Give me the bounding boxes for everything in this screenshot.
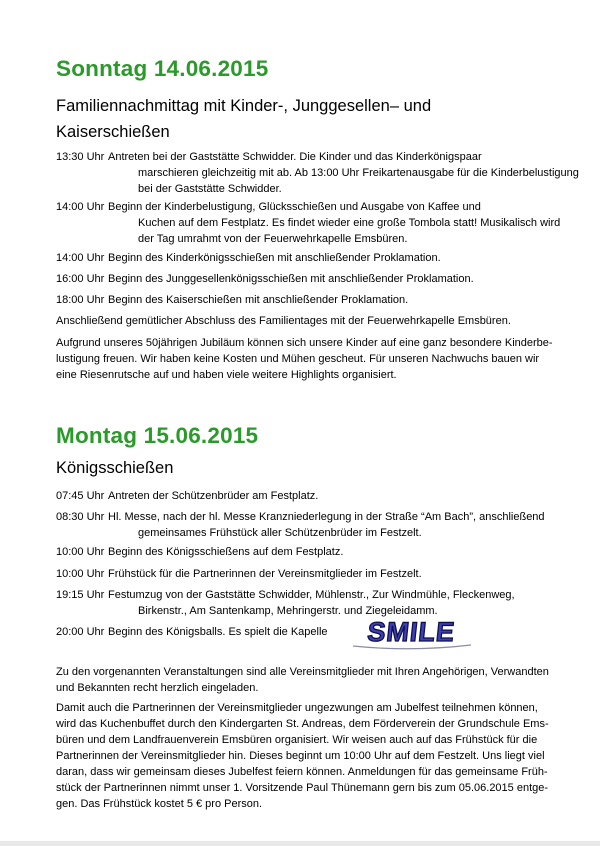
schedule-description <box>108 488 318 504</box>
schedule-time: 13:30 Uhr <box>56 151 105 163</box>
schedule-description <box>108 199 560 247</box>
monday-heading: Montag 15.06.2015 <box>56 423 259 448</box>
schedule-line: Kuchen auf dem Festplatz. Es findet wieder eine große Tombola statt! Musikalisch wird <box>138 217 561 229</box>
schedule-line: Frühstück für die Partnerinnen der Vereinsmitglieder im Festzelt. <box>108 568 422 580</box>
schedule-description <box>108 544 343 560</box>
schedule-line: Hl. Messe, nach der hl. Messe Kranzniederlegung in der Straße “Am Bach”, anschließend <box>108 511 545 523</box>
paragraph-line: Zu den vorgenannten Veranstaltungen sind alle Vereinsmitglieder mit Ihren Angehörigen, Verwandten <box>56 666 549 678</box>
schedule-line: marschieren gleichzeitig mit ab. Ab 13:00 Uhr Freikartenausgabe für die Kinderbelustigung <box>138 167 579 179</box>
schedule-line: Birkenstr., Am Santenkamp, Mehringerstr. und Ziegeleidamm. <box>138 605 438 617</box>
schedule-time: 16:00 Uhr <box>56 273 105 285</box>
schedule-time: 20:00 Uhr <box>56 626 105 638</box>
paragraph-line: daran, dass wir gemeinsam dieses Jubelfest feiern können. Anmeldungen für das gemeinsame Früh- <box>56 766 548 778</box>
schedule-line: Beginn der Kinderbelustigung, Glücksschießen und Ausgabe von Kaffee und <box>108 201 481 213</box>
paragraph-line: wird das Kuchenbuffet durch den Kindergarten St. Andreas, dem Förderverein der Grundschule Ems- <box>56 718 549 730</box>
schedule-line: gemeinsames Frühstück aller Schützenbrüder im Festzelt. <box>138 527 422 539</box>
paragraph-line: büren und dem Landfrauenverein Emsbüren organisiert. Wir weisen auch auf das Frühstück für die <box>56 734 538 746</box>
schedule-line: Festumzug von der Gaststätte Schwidder, Mühlenstr., Zur Windmühle, Fleckenweg, <box>108 589 515 601</box>
schedule-description <box>108 509 545 541</box>
invitation-paragraph <box>56 664 551 696</box>
paragraph-line: gen. Das Frühstück kostet 5 € pro Person. <box>56 798 263 810</box>
band-logo <box>351 616 475 650</box>
schedule-description <box>108 292 408 308</box>
schedule-line: Beginn des Junggesellenkönigsschießen mit anschließender Proklamation. <box>108 273 474 285</box>
paragraph-line: lustigung freuen. Wir haben keine Kosten und Mühen gescheut. Für unseren Nachwuchs bauen wir <box>56 353 540 365</box>
sunday-subheading <box>56 93 431 145</box>
sunday-subheading-line: Kaiserschießen <box>56 123 170 141</box>
schedule-time: 18:00 Uhr <box>56 294 105 306</box>
schedule-line: Beginn des Kinderkönigsschießen mit anschließender Proklamation. <box>108 252 441 264</box>
schedule-line: Antreten bei der Gaststätte Schwidder. Die Kinder und das Kinderkönigspaar <box>108 151 482 163</box>
schedule-line: der Tag umrahmt von der Feuerwehrkapelle Emsbüren. <box>138 233 408 245</box>
page-bottom-border <box>0 841 600 846</box>
schedule-description <box>108 566 422 582</box>
paragraph-line: und Bekannten recht herzlich eingeladen. <box>56 682 259 694</box>
schedule-line: Beginn des Königsschießens auf dem Festplatz. <box>108 546 344 558</box>
schedule-time: 08:30 Uhr <box>56 511 105 523</box>
schedule-line: Antreten der Schützenbrüder am Festplatz. <box>108 490 319 502</box>
schedule-description <box>108 250 441 266</box>
monday-subheading: Königsschießen <box>56 459 174 477</box>
schedule-description <box>108 271 474 287</box>
schedule-line: Beginn des Kaiserschießen mit anschließender Proklamation. <box>108 294 409 306</box>
paragraph-line: Partnerinnen der Vereinsmitglieder hin. Dieses beginnt um 10:00 Uhr auf dem Festzelt. Uns liegt viel <box>56 750 545 762</box>
sunday-subheading-line: Familiennachmittag mit Kinder-, Junggesellen– und <box>56 97 432 115</box>
paragraph-line: stück der Partnerinnen nimmt unser 1. Vorsitzende Paul Thünemann gern bis zum 05.06.2015 entge- <box>56 782 549 794</box>
schedule-description <box>108 624 328 640</box>
schedule-line: Beginn des Königsballs. Es spielt die Kapelle <box>108 626 328 638</box>
schedule-description <box>108 587 515 619</box>
schedule-time: 07:45 Uhr <box>56 490 105 502</box>
sunday-heading: Sonntag 14.06.2015 <box>56 56 269 81</box>
schedule-time: 19:15 Uhr <box>56 589 105 601</box>
schedule-time: 14:00 Uhr <box>56 201 105 213</box>
partner-paragraph <box>56 700 551 812</box>
band-logo-text: SMILE <box>366 616 457 647</box>
jubilee-paragraph <box>56 335 551 383</box>
schedule-line: bei der Gaststätte Schwidder. <box>138 183 282 195</box>
paragraph-line: Damit auch die Partnerinnen der Vereinsmitglieder ungezwungen am Jubelfest teilnehmen können, <box>56 702 538 714</box>
paragraph-line: eine Riesenrutsche auf und haben viele weitere Highlights organisiert. <box>56 369 397 381</box>
paragraph-line: Aufgrund unseres 50jährigen Jubiläum können sich unsere Kinder auf eine ganz besondere Kinderbe- <box>56 337 553 349</box>
schedule-time: 10:00 Uhr <box>56 568 105 580</box>
schedule-time: 10:00 Uhr <box>56 546 105 558</box>
schedule-time: 14:00 Uhr <box>56 252 105 264</box>
paragraph-line: Anschließend gemütlicher Abschluss des Familientages mit der Feuerwehrkapelle Emsbüren. <box>56 315 511 327</box>
schedule-description <box>108 149 579 197</box>
closing-paragraph <box>56 313 551 329</box>
